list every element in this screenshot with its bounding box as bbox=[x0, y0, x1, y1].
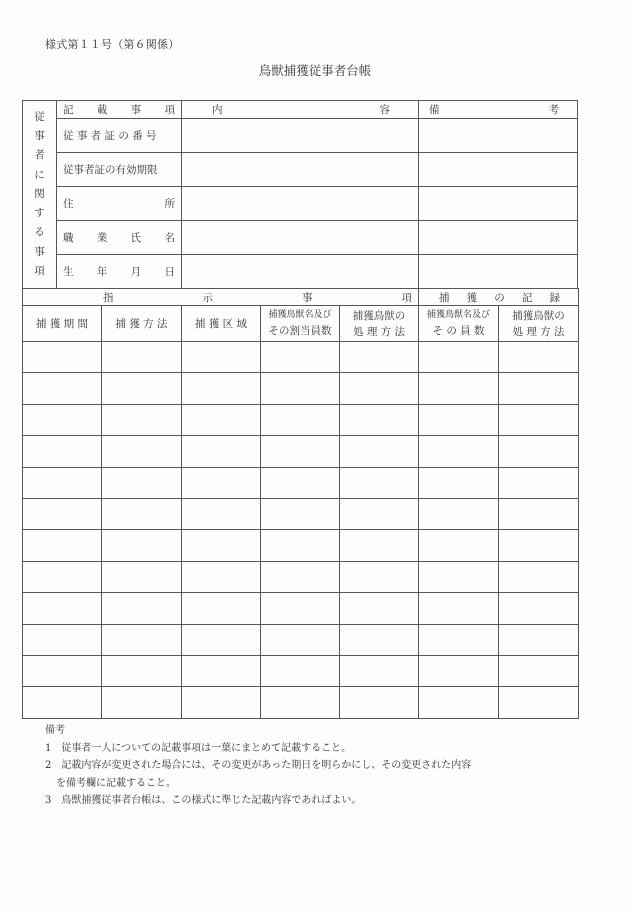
col-capture-method: 捕 獲 方 法 bbox=[102, 306, 182, 342]
capture-area-cell[interactable] bbox=[182, 373, 261, 404]
license-expiry-field[interactable] bbox=[182, 153, 419, 187]
occupation-name-field[interactable] bbox=[182, 221, 419, 255]
license-number-remarks[interactable] bbox=[419, 119, 578, 153]
col-disposal-method-instructed: 捕獲鳥獣の 処 理 方 法 bbox=[340, 306, 419, 342]
note-3: 3 鳥獣捕獲従事者台帳は、この様式に準じた記載内容であればよい。 bbox=[45, 795, 362, 806]
header-remarks: 備 考 bbox=[419, 101, 578, 119]
capture-period-cell[interactable] bbox=[23, 530, 102, 561]
capture-method-cell[interactable] bbox=[102, 404, 182, 435]
species-count-cell[interactable] bbox=[419, 342, 499, 373]
table-row bbox=[23, 342, 579, 373]
disposal-method-instructed-cell[interactable] bbox=[340, 593, 419, 624]
species-allotment-cell[interactable] bbox=[261, 404, 340, 435]
species-count-cell[interactable] bbox=[419, 561, 499, 592]
capture-area-cell[interactable] bbox=[182, 530, 261, 561]
table-row bbox=[23, 687, 579, 718]
capture-area-cell[interactable] bbox=[182, 498, 261, 529]
disposal-method-record-cell[interactable] bbox=[499, 436, 579, 467]
capture-method-cell[interactable] bbox=[102, 498, 182, 529]
disposal-method-instructed-cell[interactable] bbox=[340, 498, 419, 529]
note-2-continued: を備考欄に記載すること。 bbox=[56, 777, 176, 789]
license-number-field[interactable] bbox=[182, 119, 419, 153]
disposal-method-record-cell[interactable] bbox=[499, 561, 579, 592]
disposal-method-instructed-cell[interactable] bbox=[340, 436, 419, 467]
label-license-number: 従 事 者 証 の 番 号 bbox=[57, 119, 182, 153]
capture-area-cell[interactable] bbox=[182, 467, 261, 498]
capture-area-cell[interactable] bbox=[182, 404, 261, 435]
label-birth-date: 生 年 月 日 bbox=[57, 255, 182, 289]
species-count-cell[interactable] bbox=[419, 436, 499, 467]
disposal-method-record-cell[interactable] bbox=[499, 467, 579, 498]
record-group-header: 捕 獲 の 記 録 bbox=[419, 289, 579, 306]
species-count-cell[interactable] bbox=[419, 624, 499, 655]
col-species-allotment: 捕獲鳥獣名及び その割当員数 bbox=[261, 306, 340, 342]
vertical-section-label: 従 事 者 に 関 す る 事 項 bbox=[23, 101, 57, 289]
note-2: 2 記載内容が変更された場合には、その変更があった期日を明らかにし、その変更された内容 bbox=[45, 760, 472, 771]
header-content: 内 容 bbox=[182, 101, 419, 119]
species-count-cell[interactable] bbox=[419, 530, 499, 561]
capture-area-cell[interactable] bbox=[182, 342, 261, 373]
species-count-cell[interactable] bbox=[419, 373, 499, 404]
capture-period-cell[interactable] bbox=[23, 404, 102, 435]
capture-period-cell[interactable] bbox=[23, 561, 102, 592]
species-allotment-cell[interactable] bbox=[261, 687, 340, 718]
species-count-cell[interactable] bbox=[419, 655, 499, 686]
capture-area-cell[interactable] bbox=[182, 624, 261, 655]
capture-method-cell[interactable] bbox=[102, 687, 182, 718]
capture-method-cell[interactable] bbox=[102, 624, 182, 655]
notes-heading: 備考 bbox=[45, 725, 65, 736]
species-count-cell[interactable] bbox=[419, 687, 499, 718]
disposal-method-record-cell[interactable] bbox=[499, 530, 579, 561]
note-1: 1 従事者一人についての記載事項は一葉にまとめて記載すること。 bbox=[45, 742, 352, 754]
capture-area-cell[interactable] bbox=[182, 436, 261, 467]
disposal-method-instructed-cell[interactable] bbox=[340, 655, 419, 686]
disposal-method-instructed-cell[interactable] bbox=[340, 373, 419, 404]
table-row bbox=[23, 498, 579, 529]
species-allotment-cell[interactable] bbox=[261, 373, 340, 404]
capture-period-cell[interactable] bbox=[23, 687, 102, 718]
disposal-method-record-cell[interactable] bbox=[499, 498, 579, 529]
table-row bbox=[23, 436, 579, 467]
capture-area-cell[interactable] bbox=[182, 655, 261, 686]
capture-period-cell[interactable] bbox=[23, 373, 102, 404]
disposal-method-record-cell[interactable] bbox=[499, 342, 579, 373]
disposal-method-instructed-cell[interactable] bbox=[340, 342, 419, 373]
capture-method-cell[interactable] bbox=[102, 593, 182, 624]
table-row bbox=[23, 373, 579, 404]
disposal-method-instructed-cell[interactable] bbox=[340, 530, 419, 561]
label-address: 住 所 bbox=[57, 187, 182, 221]
capture-period-cell[interactable] bbox=[23, 655, 102, 686]
license-expiry-remarks[interactable] bbox=[419, 153, 578, 187]
species-count-cell[interactable] bbox=[419, 593, 499, 624]
col-species-count: 捕獲鳥獣名及び そ の 員 数 bbox=[419, 306, 499, 342]
page-title: 鳥獣捕獲従事者台帳 bbox=[258, 63, 372, 78]
capture-method-cell[interactable] bbox=[102, 530, 182, 561]
disposal-method-instructed-cell[interactable] bbox=[340, 467, 419, 498]
capture-method-cell[interactable] bbox=[102, 561, 182, 592]
capture-records-table bbox=[22, 288, 579, 719]
table-row bbox=[23, 655, 579, 686]
capture-area-cell[interactable] bbox=[182, 561, 261, 592]
capture-area-cell[interactable] bbox=[182, 687, 261, 718]
disposal-method-instructed-cell[interactable] bbox=[340, 687, 419, 718]
capture-area-cell[interactable] bbox=[182, 593, 261, 624]
table-row bbox=[23, 561, 579, 592]
address-remarks[interactable] bbox=[419, 187, 578, 221]
label-license-expiry: 従事者証の有効期限 bbox=[57, 153, 182, 187]
disposal-method-record-cell[interactable] bbox=[499, 593, 579, 624]
species-count-cell[interactable] bbox=[419, 467, 499, 498]
capture-method-cell[interactable] bbox=[102, 373, 182, 404]
disposal-method-record-cell[interactable] bbox=[499, 373, 579, 404]
disposal-method-instructed-cell[interactable] bbox=[340, 561, 419, 592]
birth-date-field[interactable] bbox=[182, 255, 419, 289]
col-capture-period: 捕 獲 期 間 bbox=[23, 306, 102, 342]
capture-period-cell[interactable] bbox=[23, 342, 102, 373]
capture-method-cell[interactable] bbox=[102, 342, 182, 373]
table-row bbox=[23, 593, 579, 624]
disposal-method-record-cell[interactable] bbox=[499, 624, 579, 655]
species-allotment-cell[interactable] bbox=[261, 498, 340, 529]
capture-period-cell[interactable] bbox=[23, 498, 102, 529]
capture-method-cell[interactable] bbox=[102, 655, 182, 686]
header-item: 記 載 事 項 bbox=[57, 101, 182, 119]
personal-info-table bbox=[22, 100, 578, 289]
occupation-name-remarks[interactable] bbox=[419, 221, 578, 255]
species-allotment-cell[interactable] bbox=[261, 342, 340, 373]
species-allotment-cell[interactable] bbox=[261, 467, 340, 498]
disposal-method-record-cell[interactable] bbox=[499, 655, 579, 686]
species-count-cell[interactable] bbox=[419, 498, 499, 529]
species-allotment-cell[interactable] bbox=[261, 624, 340, 655]
notes bbox=[45, 722, 471, 810]
capture-period-cell[interactable] bbox=[23, 467, 102, 498]
species-allotment-cell[interactable] bbox=[261, 530, 340, 561]
disposal-method-instructed-cell[interactable] bbox=[340, 624, 419, 655]
capture-period-cell[interactable] bbox=[23, 593, 102, 624]
capture-method-cell[interactable] bbox=[102, 467, 182, 498]
col-disposal-method-record: 捕獲鳥獣の 処 理 方 法 bbox=[499, 306, 579, 342]
capture-period-cell[interactable] bbox=[23, 624, 102, 655]
label-occupation-name: 職 業 氏 名 bbox=[57, 221, 182, 255]
species-allotment-cell[interactable] bbox=[261, 593, 340, 624]
address-field[interactable] bbox=[182, 187, 419, 221]
instructions-group-header: 指 示 事 項 bbox=[23, 289, 419, 306]
disposal-method-record-cell[interactable] bbox=[499, 404, 579, 435]
species-allotment-cell[interactable] bbox=[261, 561, 340, 592]
disposal-method-instructed-cell[interactable] bbox=[340, 404, 419, 435]
table-row bbox=[23, 467, 579, 498]
table-row bbox=[23, 404, 579, 435]
capture-method-cell[interactable] bbox=[102, 436, 182, 467]
col-capture-area: 捕 獲 区 域 bbox=[182, 306, 261, 342]
form-number: 様式第１１号（第６関係） bbox=[45, 38, 180, 51]
capture-period-cell[interactable] bbox=[23, 436, 102, 467]
species-allotment-cell[interactable] bbox=[261, 436, 340, 467]
disposal-method-record-cell[interactable] bbox=[499, 687, 579, 718]
table-row bbox=[23, 530, 579, 561]
species-allotment-cell[interactable] bbox=[261, 655, 340, 686]
species-count-cell[interactable] bbox=[419, 404, 499, 435]
table-row bbox=[23, 624, 579, 655]
birth-date-remarks[interactable] bbox=[419, 255, 578, 289]
